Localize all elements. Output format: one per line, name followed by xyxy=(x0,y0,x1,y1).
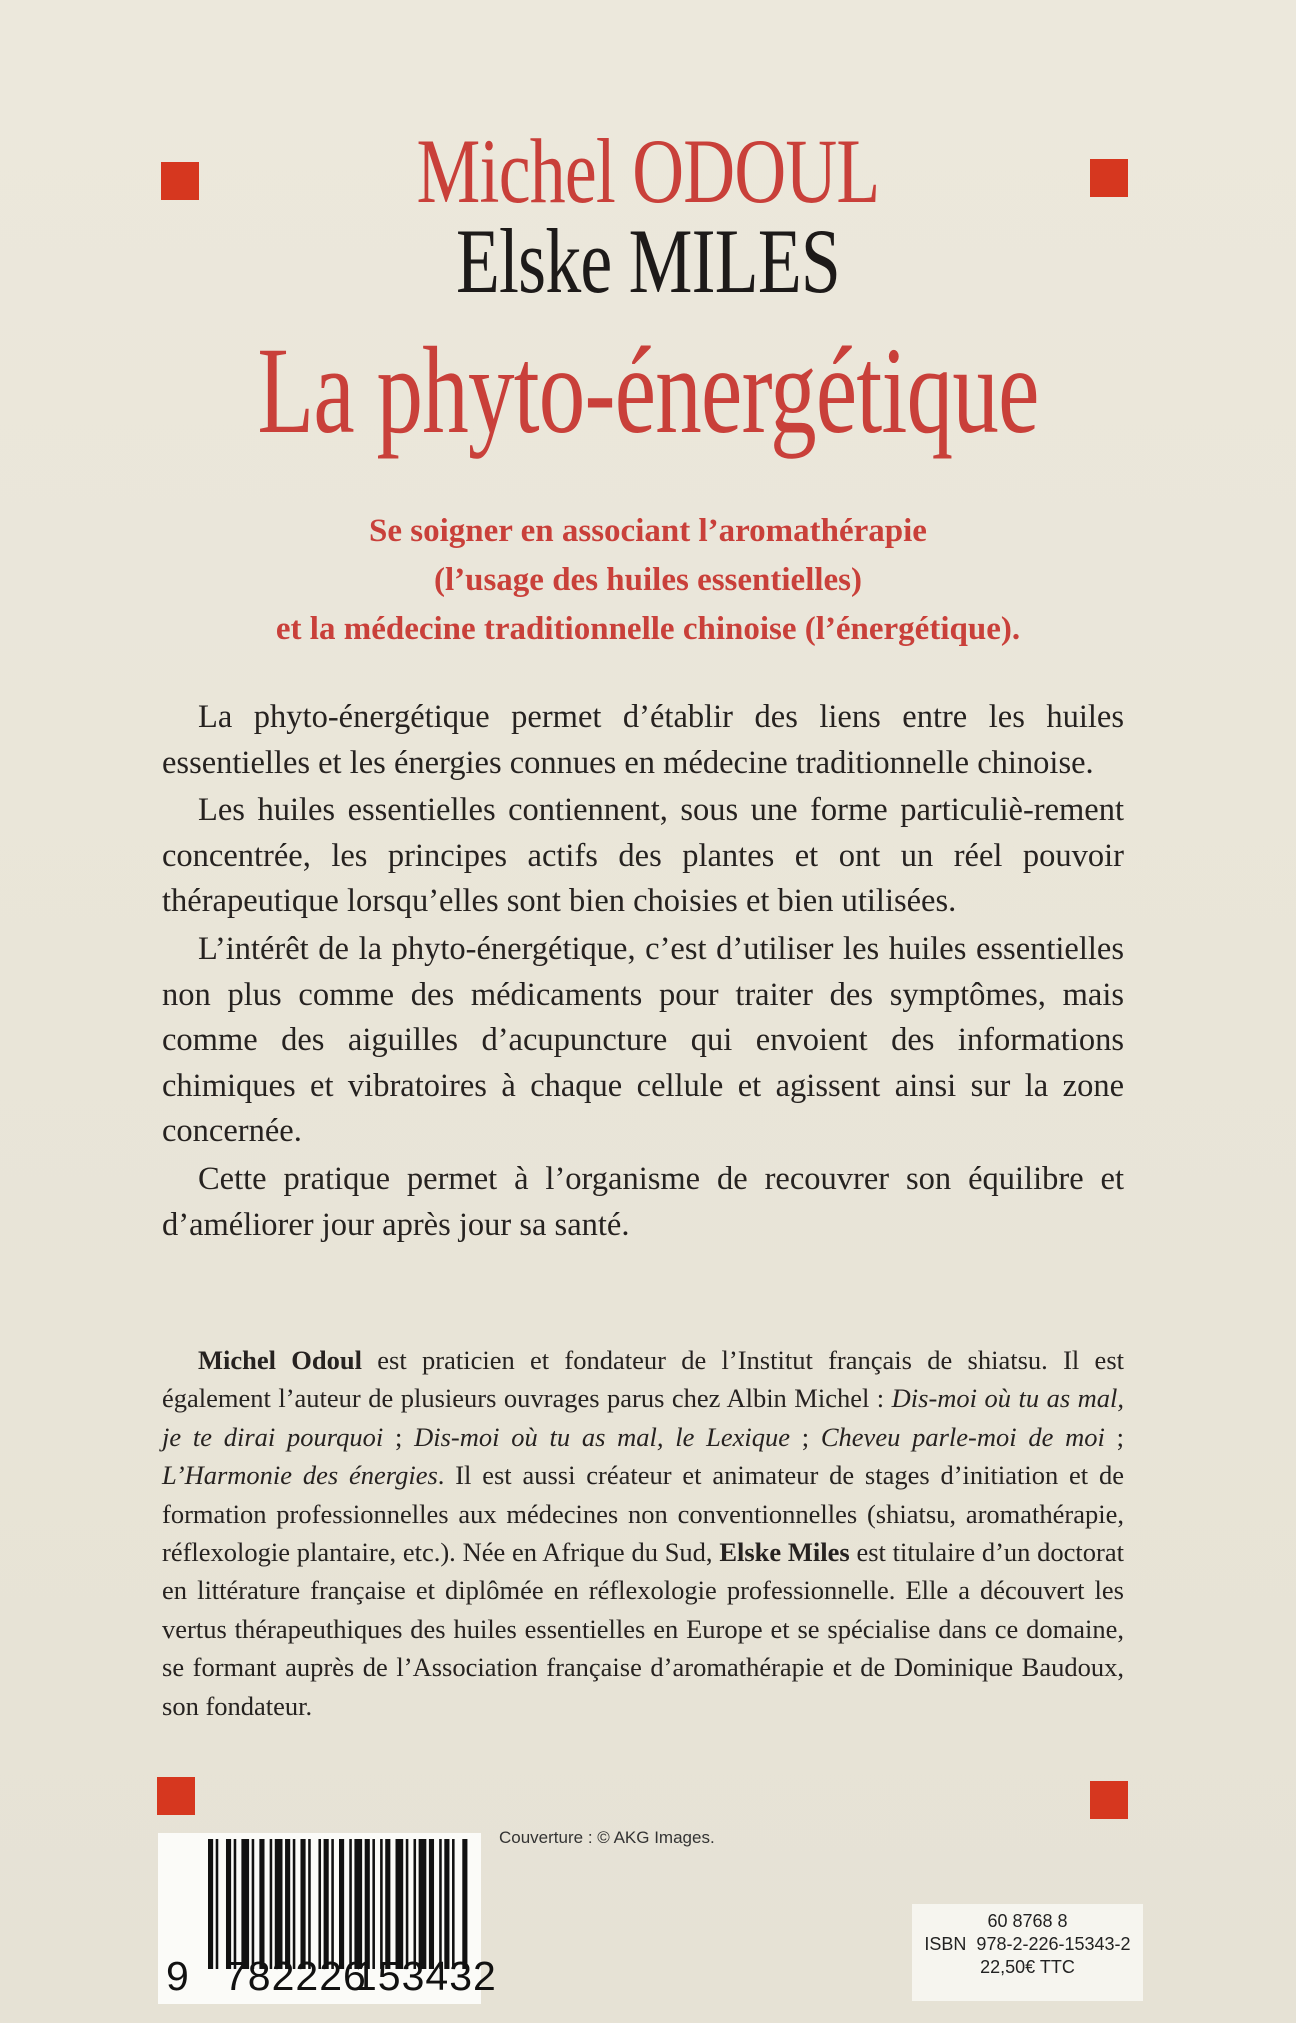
blurb-paragraph: Cette pratique permet à l’organisme de recouvrer son équilibre et d’améliorer jour après jour sa santé. xyxy=(162,1160,1124,1243)
barcode-bar xyxy=(216,1839,219,1969)
isbn: ISBN 978-2-226-15343-2 xyxy=(924,1934,1131,1954)
barcode-bar xyxy=(275,1839,283,1969)
barcode-bar xyxy=(285,1839,290,1969)
barcode-bars xyxy=(208,1839,470,1969)
barcode-digit-group: 153432 xyxy=(354,1953,497,1999)
author-biography xyxy=(162,1341,1124,1725)
barcode-bar xyxy=(349,1839,352,1969)
blurb-paragraph: La phyto-énergétique permet d’établir des liens entre les huiles essentielles et les énergies connues en médecine traditionnelle chinoise. xyxy=(162,699,1124,781)
barcode-bar xyxy=(308,1839,311,1969)
barcode-bar xyxy=(380,1839,383,1969)
author-name-2: Elske MILES xyxy=(455,210,841,312)
bio-book-title: Dis-moi où tu as mal, le Lexique xyxy=(414,1421,791,1452)
bio-author-name: Michel Odoul xyxy=(198,1345,362,1375)
bio-separator: ; xyxy=(790,1421,821,1452)
cover-credit: Couverture : © AKG Images. xyxy=(499,1828,715,1847)
decorative-square-bottom-left xyxy=(157,1777,195,1815)
price-label xyxy=(912,1904,1143,2001)
barcode-bar xyxy=(252,1839,255,1969)
barcode-bar xyxy=(259,1839,264,1969)
bio-separator: ; xyxy=(1104,1421,1124,1452)
barcode-bar xyxy=(429,1839,434,1969)
barcode-bar xyxy=(439,1839,442,1969)
bio-book-title: L’Harmonie des énergies xyxy=(162,1460,438,1491)
barcode-digit-lead: 9 xyxy=(166,1953,189,1999)
barcode-bar xyxy=(324,1839,329,1969)
subtitle-line: et la médecine traditionnelle chinoise (l’énergétique). xyxy=(275,611,1021,647)
barcode-bar xyxy=(419,1839,427,1969)
barcode-bar xyxy=(234,1839,237,1969)
barcode-bar xyxy=(396,1839,404,1969)
barcode-bar xyxy=(300,1839,305,1969)
barcode-bar xyxy=(462,1839,467,1969)
barcode-bar xyxy=(413,1839,416,1969)
barcode-bar xyxy=(331,1839,334,1969)
barcode-bar xyxy=(318,1839,321,1969)
decorative-square-bottom-right xyxy=(1090,1781,1128,1819)
bio-text: est praticien et fondateur de l’Institut français de shiatsu. Il est également l’auteur de plusieurs ouvrages parus chez Albin Michel : xyxy=(162,1345,1124,1414)
author-name-1: Michel ODOUL xyxy=(416,120,880,222)
barcode-bar xyxy=(293,1839,296,1969)
subtitle-line: Se soigner en associant l’aromathérapie xyxy=(369,513,927,549)
barcode-bar xyxy=(444,1839,449,1969)
blurb-paragraph: L’intérêt de la phyto-énergétique, c’est d’utiliser les huiles essentielles non plus comme des médicaments pour traiter des symptômes, mais comme des aiguilles d’acupuncture qui envoient des informations chimiques et vibratoires à chaque cellule et agissent ainsi sur la zone concernée. xyxy=(162,930,1124,1150)
barcode-bar xyxy=(270,1839,273,1969)
blurb-paragraph: Les huiles essentielles contiennent, sous une forme particuliè-rement concentrée, les principes actifs des plantes et ont un réel pouvoir thérapeutique lorsqu’elles sont bien choisies et bien utilisées. xyxy=(162,792,1124,920)
barcode-digits xyxy=(166,1953,497,2001)
barcode-bar xyxy=(406,1839,409,1969)
barcode-bar xyxy=(208,1839,213,1969)
bio-author-name: Elske Miles xyxy=(719,1537,850,1568)
barcode-bar xyxy=(385,1839,390,1969)
bio-text: est titulaire d’un doctorat en littérature française et diplômée en réflexologie professionnelle. Elle a découvert les vertus thérapeuthiques des huiles essentielles en Europe et se spécialise dans ce domaine, se formant auprès de l’Association française d’aromathérapie et de Dominique Baudoux, son fondateur. xyxy=(162,1537,1124,1721)
bio-text: . Il est aussi créateur et animateur de stages d’initiation et de formation professionnelles aux médecines non conventionnelles (shiatsu, aromathérapie, réflexologie plantaire, etc.). Née en Afrique du Sud, xyxy=(162,1460,1124,1568)
product-code: 60 8768 8 xyxy=(987,1911,1068,1931)
barcode-bar xyxy=(241,1839,249,1969)
barcode xyxy=(158,1833,497,2004)
bio-book-title: Cheveu parle-moi de moi xyxy=(820,1421,1105,1452)
subtitle xyxy=(0,507,1296,654)
barcode-bar xyxy=(372,1839,375,1969)
barcode-bar xyxy=(226,1839,231,1969)
barcode-bar xyxy=(339,1839,344,1969)
barcode-bar xyxy=(452,1839,455,1969)
bio-separator: ; xyxy=(383,1421,415,1452)
subtitle-line: (l’usage des huiles essentielles) xyxy=(433,562,863,598)
blurb xyxy=(162,695,1124,1248)
price: 22,50€ TTC xyxy=(980,1957,1075,1977)
book-title: La phyto-énergétique xyxy=(257,322,1039,459)
barcode-bar xyxy=(365,1839,370,1969)
bio-book-title: Dis-moi où tu as mal, je te dirai pourquoi xyxy=(162,1383,1124,1452)
barcode-bar xyxy=(354,1839,362,1969)
barcode-digit-group: 782226 xyxy=(224,1953,367,1999)
